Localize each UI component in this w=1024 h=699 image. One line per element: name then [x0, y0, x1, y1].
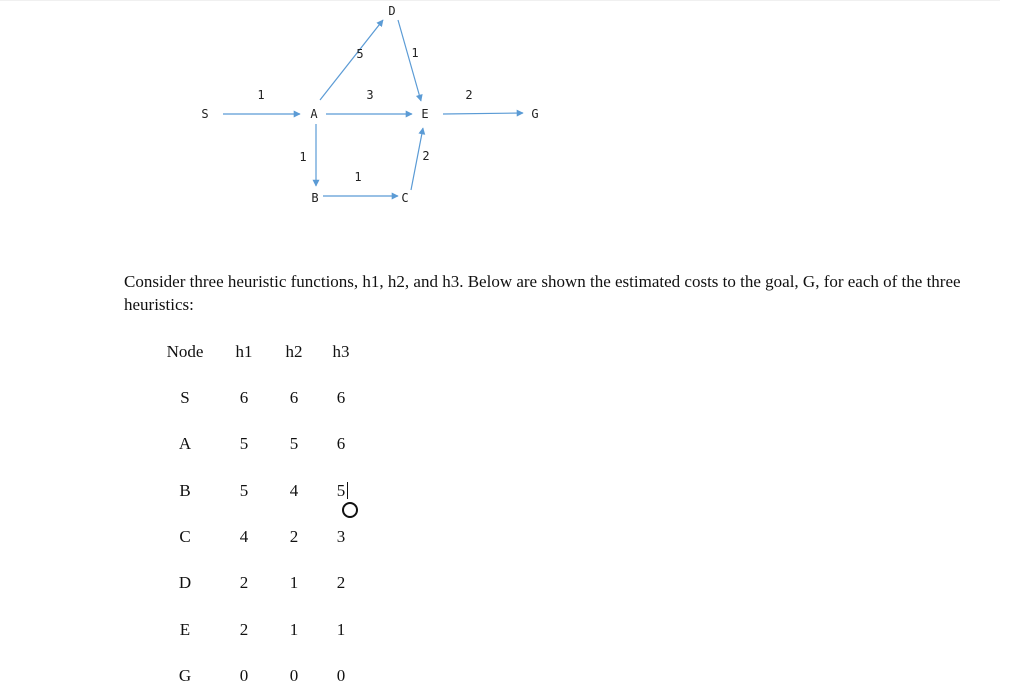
node-c-label: C — [401, 191, 409, 205]
node-s-label: S — [201, 107, 209, 121]
cell-node: B — [179, 480, 191, 500]
node-b-label: B — [311, 191, 319, 205]
heuristic-table — [150, 329, 362, 699]
mouse-cursor-icon — [342, 502, 358, 518]
cell-h3-value: 5 — [336, 480, 346, 500]
cell-h3: 6 — [336, 388, 346, 408]
cell-node: C — [179, 527, 191, 547]
text-cursor — [347, 482, 348, 499]
h3-edit-cell[interactable] — [337, 481, 346, 501]
node-e-label: E — [421, 107, 429, 121]
search-graph — [0, 0, 1024, 240]
cell-node: E — [179, 619, 191, 639]
cell-h1: 2 — [239, 573, 249, 593]
header-h2: h2 — [285, 342, 303, 361]
cell-h2: 4 — [289, 480, 299, 500]
table-header-row — [150, 329, 362, 375]
edge-weight-s-a: 1 — [257, 88, 265, 102]
cell-h3[interactable] — [320, 468, 362, 514]
cell-h3: 3 — [336, 527, 346, 547]
header-node: Node — [166, 342, 204, 361]
table-row — [150, 653, 362, 699]
edge-weight-a-b: 1 — [299, 150, 307, 164]
cell-h2: 1 — [289, 619, 299, 639]
edge-e-g — [443, 113, 523, 114]
cell-node: D — [178, 573, 192, 593]
cell-h1: 2 — [239, 619, 249, 639]
table-row — [150, 421, 362, 467]
table-row — [150, 514, 362, 560]
cell-h1: 5 — [239, 434, 249, 454]
table-row — [150, 606, 362, 652]
cell-h3: 2 — [336, 573, 346, 593]
cell-h1: 5 — [239, 480, 249, 500]
cell-h2: 1 — [289, 573, 299, 593]
cell-h3: 0 — [336, 665, 346, 685]
edge-c-e — [411, 128, 423, 190]
table-row — [150, 375, 362, 421]
cell-h1: 4 — [239, 527, 249, 547]
node-a-label: A — [310, 107, 318, 121]
cell-h2: 0 — [289, 665, 299, 685]
cell-node: A — [178, 434, 192, 454]
cell-node: G — [178, 665, 192, 685]
node-d-label: D — [388, 4, 396, 18]
cell-h3: 6 — [336, 434, 346, 454]
edge-weight-d-e: 1 — [411, 46, 419, 60]
edge-weight-c-e: 2 — [422, 149, 430, 163]
cell-h2: 6 — [289, 388, 299, 408]
cell-h2: 2 — [289, 527, 299, 547]
cell-h2: 5 — [289, 434, 299, 454]
edge-weight-e-g: 2 — [465, 88, 473, 102]
edge-weight-a-e: 3 — [366, 88, 374, 102]
header-h3: h3 — [332, 342, 350, 361]
edge-weight-b-c: 1 — [354, 170, 362, 184]
cell-h3: 1 — [336, 619, 346, 639]
edge-d-e — [398, 20, 421, 101]
cell-node: S — [180, 388, 190, 408]
cell-h1: 6 — [239, 388, 249, 408]
table-row — [150, 560, 362, 606]
cell-h1: 0 — [239, 665, 249, 685]
table-row — [150, 468, 362, 514]
edge-weight-a-d: 5 — [356, 47, 364, 61]
header-h1: h1 — [235, 342, 253, 361]
node-g-label: G — [531, 107, 539, 121]
problem-description: Consider three heuristic functions, h1, h2, and h3. Below are shown the estimated costs to the goal, G, for each of the three heuristics: — [124, 272, 961, 314]
